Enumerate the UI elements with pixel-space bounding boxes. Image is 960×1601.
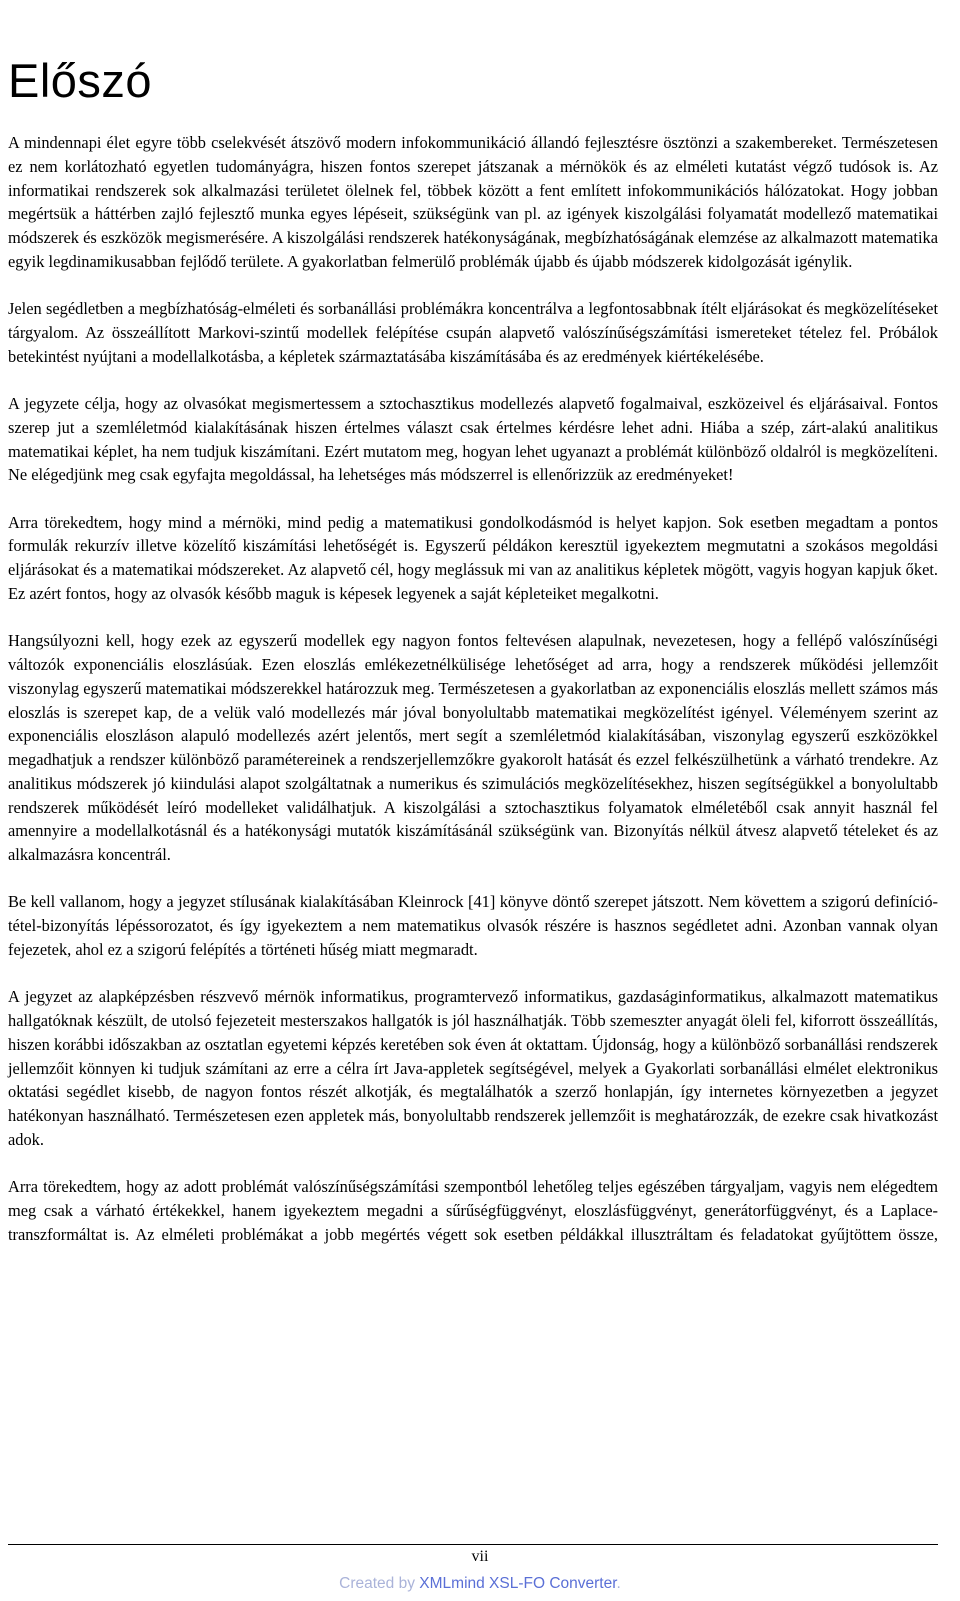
paragraph-2: Jelen segédletben a megbízhatóság-elméleti és sorbanállási problémákra koncentrálva a legfontosabbnak ítélt eljárásokat és megközelítéseket tárgyalom. Az összeállított Markovi-szintű modellek felépítése csupán alapvető valószínűségszámítási ismereteket tételez fel. Próbálok betekintést nyújtani a modellalkotásba, a képletek származtatásába kiszámításába és az eredmények kiértékelésébe. xyxy=(8,299,938,366)
paragraph-8: Arra törekedtem, hogy az adott problémát valószínűségszámítási szempontból lehetőleg teljes egészében tárgyaljam, vagyis nem elégedtem meg csak a várható értékekkel, hanem igyekeztem megadni a sűrűségfüggvényt, eloszlásfüggvényt, generátorfüggvényt, és a Laplace-transzformáltat is. Az elméleti problémákat a jobb megértés végett sok esetben példákkal illusztráltam és feladatokat gyűjtöttem össze, xyxy=(8,1177,938,1244)
paragraph-5: Hangsúlyozni kell, hogy ezek az egyszerű modellek egy nagyon fontos feltevésen alapulnak, nevezetesen, hogy a fellépő valószínűségi változók exponenciális eloszlásúak. Ezen eloszlás emlékezetnélkülisége lehetőséget ad arra, hogy a rendszerek működési jellemzőit viszonylag egyszerű matematikai módszerekkel határozzuk meg. Természetesen a gyakorlatban az exponenciális eloszlás mellett számos más eloszlás is szerepet kap, de a velük való modellezés már jóval bonyolultabb matematikai megközelítést igényel. Véleményem szerint az exponenciális eloszláson alapuló modellezés azért jelentős, mert segít a szemléletmód kialakításában, viszonylag egyszerű eszközökkel megadhatjuk a rendszer különböző paramétereinek a rendszerjellemzőkre gyakorolt hatását és ezzel felkészülhetünk a várható trendekre. Az analitikus módszerek jó kiindulási alapot szolgáltatnak a numerikus és szimulációs megközelítésekhez, hiszen segítségükkel a bonyolultabb rendszerek működését leíró modelleket validálhatjuk. A kiszolgálási a sztochasztikus folyamatok elméletéből csak annyit használ fel amennyire a modellalkotásnál és a hatékonysági mutatók kiszámításánál szükségünk van. Bizonyítás nélkül átvesz alapvető tételeket és az alkalmazásra koncentrál. xyxy=(8,631,938,865)
paragraph-1: A mindennapi élet egyre több cselekvését átszövő modern infokommunikáció állandó fejlesztésre ösztönzi a szakembereket. Természetesen ez nem korlátozható egyetlen tudományágra, hiszen fontos szerepet játszanak a mérnökök és az elméleti kutatást végző tudósok is. Az informatikai rendszerek sok alkalmazási területet ölelnek fel, többek között a fent említett infokommunikációs hálózatokat. Hogy jobban megértsük a háttérben zajló fejlesztő munka egyes lépéseit, szükségünk van pl. az igények kiszolgálási folyamatát modellező matematikai módszerek és eszközök megismerésére. A kiszolgálási rendszerek hatékonyságának, megbízhatóságának elemzése az alkalmazott matematika egyik legdinamikusabban fejlődő területe. A gyakorlatban felmerülő problémák újabb és újabb módszerek kidolgozását igénylik. xyxy=(8,133,938,271)
converter-credit xyxy=(0,1574,960,1594)
converter-link[interactable]: XMLmind XSL-FO Converter xyxy=(419,1575,617,1592)
page-content xyxy=(8,0,938,1270)
paragraph-4: Arra törekedtem, hogy mind a mérnöki, mind pedig a matematikusi gondolkodásmód is helyet kapjon. Sok esetben megadtam a pontos formulák rekurzív illetve közelítő kiszámítási lehetőségét is. Egyszerű példákon keresztül igyekeztem megmutatni a szokásos megoldási eljárásokat és a matematikai módszereket. Az alapvető cél, hogy meglássuk mi van az analitikus képletek mögött, vagyis hogyan kapjuk őket. Ez azért fontos, hogy az olvasók később maguk is képesek legyenek a saját képleteiket megalkotni. xyxy=(8,512,938,603)
credit-suffix: . xyxy=(616,1575,621,1592)
paragraph-3: A jegyzete célja, hogy az olvasókat megismertessem a sztochasztikus modellezés alapvető fogalmaival, eszközeivel és eljárásaival. Fontos szerep jut a szemléletmód kialakításának hiszen értelmes választ csak értelmes kérdésre lehet adni. Hiába a szép, zárt-alakú analitikus matematikai képlet, ha nem tudjuk kiszámítani. Ezért mutatom meg, hogyan lehet ugyanazt a problémát különböző oldalról is megközelíteni. Ne elégedjünk meg csak egyfajta megoldással, ha lehetséges más módszerrel is ellenőrizzük az eredményeket! xyxy=(8,393,938,485)
page-title: Előszó xyxy=(8,54,153,107)
credit-prefix: Created by xyxy=(339,1575,420,1592)
page-number: vii xyxy=(471,1548,489,1565)
paragraph-7: A jegyzet az alapképzésben részvevő mérnök informatikus, programtervező informatikus, gazdaságinformatikus, alkalmazott matematikus hallgatóknak készült, de utolsó fejezeteit mesterszakos hallgatók is jól használhatják. Több szemeszter anyagát öleli fel, kiforrott összeállítás, hiszen korábbi időszakban az osztatlan egyetemi képzés keretében sok éven át oktattam. Újdonság, hogy a különböző sorbanállási rendszerek jellemzőit könnyen ki tudjuk számítani az erre a célra írt Java-appletek segítségével, melyek a Gyakorlati sorbanállási elmélet elektronikus oktatási segédlet kisebb, de nagyon fontos részét alkotják, és megtalálhatók a szerző honlapján, így internetes környezetben a jegyzet hatékonyan használható. Természetesen ezen appletek más, bonyolultabb rendszerek jellemzőit is meghatározzák, de ezekre csak hivatkozást adok. xyxy=(8,987,938,1150)
paragraph-6: Be kell vallanom, hogy a jegyzet stílusának kialakításában Kleinrock [41] könyve döntő szerepet játszott. Nem követtem a szigorú definíció-tétel-bizonyítás lépéssorozatot, és így igyekeztem a nem matematikus olvasók részére is hasznos segédletet adni. Azonban vannak olyan fejezetek, ahol ez a szigorú felépítés a történeti hűség miatt megmaradt. xyxy=(8,892,938,960)
body-text xyxy=(8,131,938,1247)
footer-divider xyxy=(8,1544,938,1545)
